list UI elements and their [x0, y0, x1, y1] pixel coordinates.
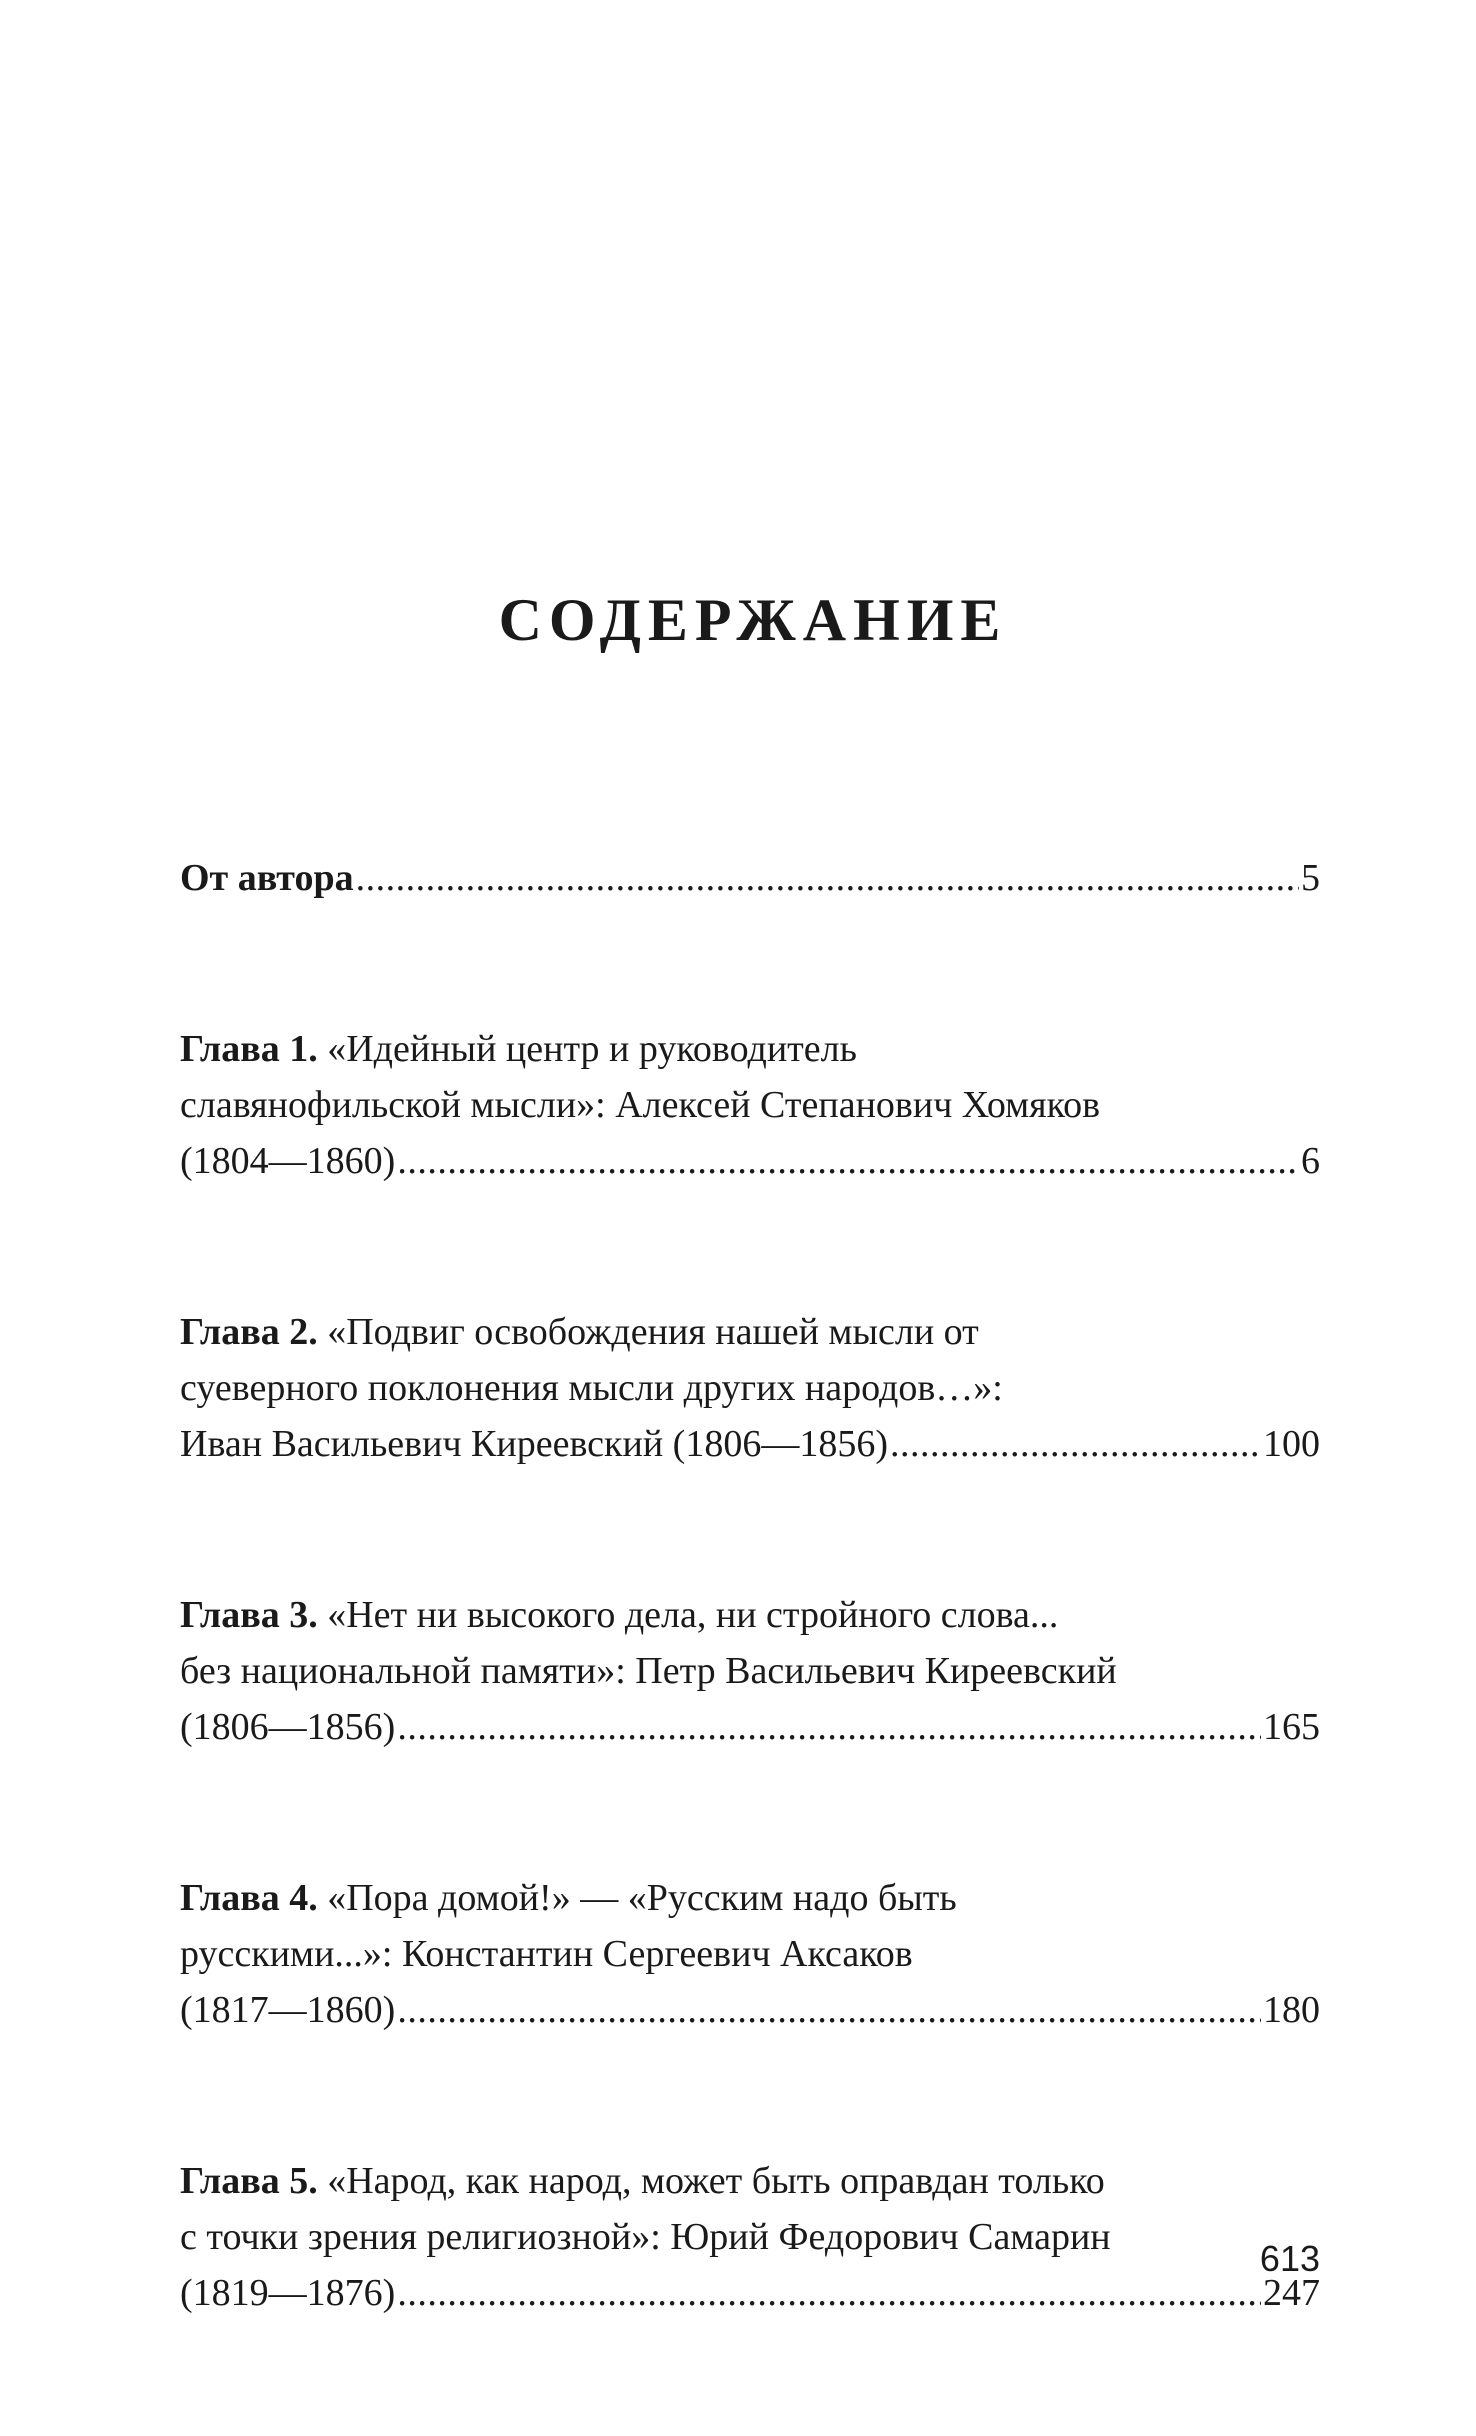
entry-label: Глава 4. — [180, 1877, 318, 1919]
entry-dates: Иван Васильевич Киреевский (1806—1856) — [180, 1423, 888, 1465]
toc-entry-foreword[interactable] — [180, 850, 1320, 906]
entry-title-line: суеверного поклонения мысли других народов…»: — [180, 1367, 1003, 1409]
page-number: 165 — [1263, 1706, 1320, 1748]
entry-title-line: «Идейный центр и руководитель — [317, 1028, 857, 1070]
page-number: 100 — [1263, 1423, 1320, 1465]
page-number: 6 — [1301, 1140, 1320, 1182]
toc-entry-chapter-5[interactable] — [180, 2153, 1320, 2321]
entry-title-line: русскими...»: Константин Сергеевич Аксаков — [180, 1933, 913, 1975]
page-number: 5 — [1301, 857, 1320, 899]
page-number: 180 — [1263, 1989, 1320, 2031]
entry-title-line: без национальной памяти»: Петр Васильевич Киреевский — [180, 1650, 1117, 1692]
entry-label: Глава 3. — [180, 1594, 318, 1636]
entry-title-line: «Пора домой!» — «Русским надо быть — [317, 1877, 957, 1919]
entry-title-line: «Подвиг освобождения нашей мысли от — [317, 1311, 979, 1353]
entry-label: Глава 2. — [180, 1311, 318, 1353]
entry-title-line: «Народ, как народ, может быть оправдан только — [317, 2160, 1105, 2202]
page-title: СОДЕРЖАНИЕ — [498, 587, 1008, 653]
entry-label: От автора — [180, 857, 354, 899]
toc-entry-chapter-2[interactable] — [180, 1304, 1320, 1472]
entry-label: Глава 5. — [180, 2160, 318, 2202]
toc-entry-chapter-4[interactable] — [180, 1870, 1320, 2038]
dot-leader — [397, 1982, 1261, 2038]
entry-title-line: с точки зрения религиозной»: Юрий Федорович Самарин — [180, 2216, 1111, 2258]
entry-dates: (1819—1876) — [180, 2272, 396, 2314]
entry-dates: (1804—1860) — [180, 1140, 396, 1182]
table-of-contents — [180, 850, 1320, 2436]
dot-leader — [356, 850, 1299, 906]
toc-entry-chapter-3[interactable] — [180, 1587, 1320, 1755]
entry-label: Глава 1. — [180, 1028, 318, 1070]
page-number: 247 — [1263, 2272, 1320, 2314]
dot-leader — [397, 1699, 1261, 1755]
entry-dates: (1806—1856) — [180, 1706, 396, 1748]
entry-title-line: славянофильской мысли»: Алексей Степанович Хомяков — [180, 1084, 1101, 1126]
dot-leader — [890, 1416, 1261, 1472]
dot-leader — [397, 1133, 1299, 1189]
page-folio: 613 — [1259, 2238, 1320, 2279]
dot-leader — [397, 2265, 1261, 2321]
entry-dates: (1817—1860) — [180, 1989, 396, 2031]
toc-entry-chapter-1[interactable] — [180, 1021, 1320, 1189]
entry-title-line: «Нет ни высокого дела, ни стройного слова... — [317, 1594, 1059, 1636]
